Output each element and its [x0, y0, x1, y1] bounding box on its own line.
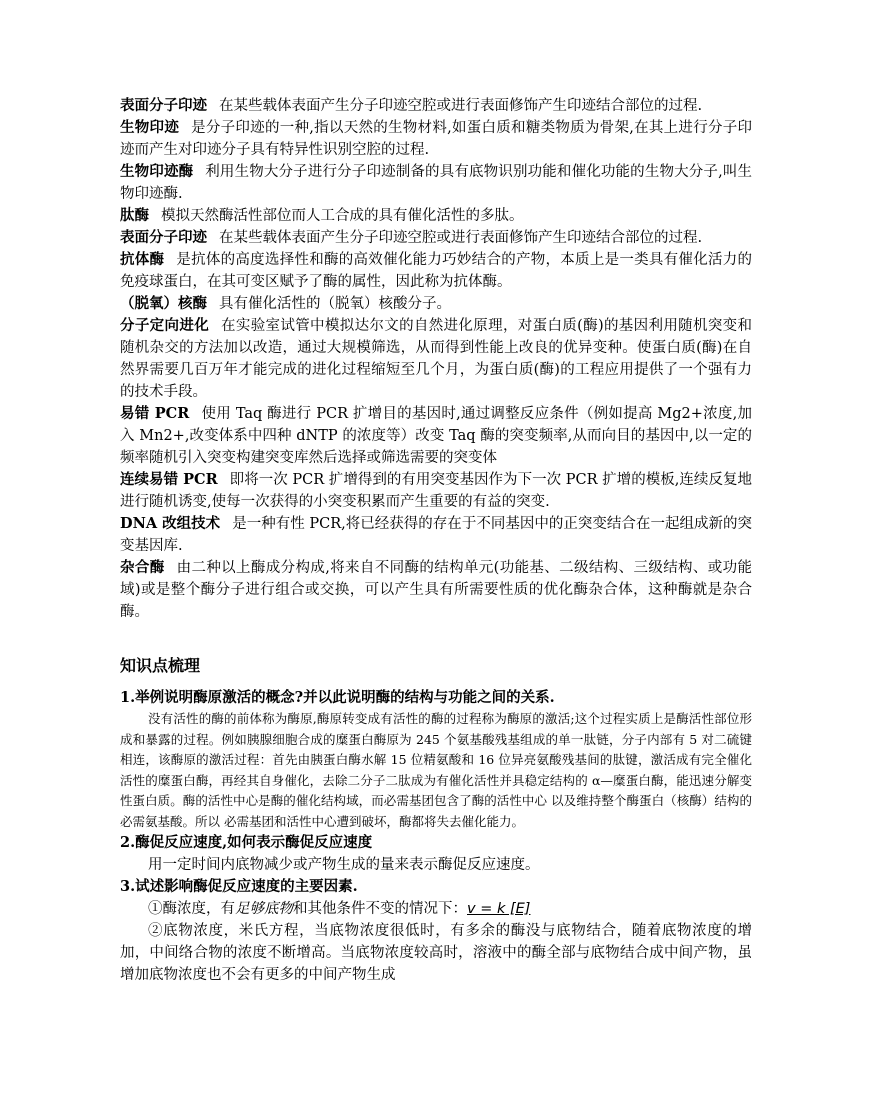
answer-emphasis: 足够底物 [235, 901, 293, 917]
definition-text: 在某些载体表面产生分子印迹空腔或进行表面修饰产生印迹结合部位的过程. [219, 98, 703, 114]
definition [120, 95, 752, 117]
question-answer: 用一定时间内底物减少或产物生成的量来表示酶促反应速度。 [148, 857, 540, 873]
definition-text: 在某些载体表面产生分子印迹空腔或进行表面修饰产生印迹结合部位的过程. [219, 230, 703, 246]
definition-term: （脱氧）核酶 [120, 295, 207, 312]
definition-term: 生物印迹酶 [120, 163, 194, 180]
answer-text: ①酶浓度，有 [148, 901, 235, 917]
question-title: 3.试述影响酶促反应速度的主要因素. [120, 878, 358, 895]
definition-term: 分子定向进化 [120, 317, 210, 334]
definition-text: 使用 Taq 酶进行 PCR 扩增目的基因时,通过调整反应条件（例如提高 Mg2+浓度,加入 Mn2+,改变体系中四种 dNTP 的浓度等）改变 Taq 酶的突变频率,从而向目的基因中,以一定的频率随机引入突变构建突变库然后选择或筛选需要的突变体 [120, 406, 752, 466]
section-title: 知识点梳理 [120, 656, 201, 675]
definition-text: 即将一次 PCR 扩增得到的有用突变基因作为下一次 PCR 扩增的模板,连续反复地进行随机诱变,使每一次获得的小突变积累而产生重要的有益的突变. [120, 472, 752, 510]
definition-term: 生物印迹 [120, 119, 180, 136]
definition [120, 513, 752, 557]
definition-text: 由二种以上酶成分构成,将来自不同酶的结构单元(功能基、二级结构、三级结构、或功能域)或是整个酶分子进行组合或交换，可以产生具有所需要性质的优化酶杂合体，这种酶就是杂合酶。 [120, 560, 753, 620]
definition-term: 抗体酶 [120, 251, 165, 268]
answer-text: 和其他条件不变的情况下： [293, 901, 467, 917]
definition-term: 表面分子印迹 [120, 97, 207, 114]
definition-text: 模拟天然酶活性部位而人工合成的具有催化活性的多肽。 [161, 208, 524, 224]
definitions-list [120, 95, 752, 623]
definition [120, 315, 752, 403]
definition-text: 是一种有性 PCR,将已经获得的存在于不同基因中的正突变结合在一起组成新的突变基因库. [120, 516, 752, 554]
definition-text: 在实验室试管中模拟达尔文的自然进化原理，对蛋白质(酶)的基因利用随机突变和随机杂交的方法加以改造，通过大规模筛选，从而得到性能上改良的优异变种。使蛋白质(酶)在自然界需要几百万年才能完成的进化过程缩短至几个月，为蛋白质(酶)的工程应用提供了一个强有力的技术手段。 [120, 318, 753, 400]
rate-formula: v = k [E] [467, 901, 531, 917]
definition [120, 403, 752, 469]
question-answer: 没有活性的酶的前体称为酶原,酶原转变成有活性的酶的过程称为酶原的激活;这个过程实质上是酶活性部位形成和暴露的过程。例如胰腺细胞合成的糜蛋白酶原为 245 个氨基酸残基组成的单一肽链，分子内部有 5 对二硫键相连，该酶原的激活过程：首先由胰蛋白酶水解 15 位精氨酸和 16 位异亮氨酸残基间的肽键，激活成有完全催化活性的糜蛋白酶，再经其自身催化，去除二分子二肽成为有催化活性并具稳定结构的 α—糜蛋白酶，能迅速分解变性蛋白质。酶的活性中心是酶的催化结构域，而必需基团包含了酶的活性中心 以及维持整个酶蛋白（核酶）结构的必需氨基酸。所以 必需基团和活性中心遭到破坏，酶都将失去催化能力。 [120, 711, 752, 829]
definition [120, 161, 752, 205]
definition [120, 249, 752, 293]
document-page [120, 95, 752, 986]
definition-text: 利用生物大分子进行分子印迹制备的具有底物识别功能和催化功能的生物大分子,叫生物印迹酶. [120, 164, 753, 202]
definition-term: 易错 PCR [120, 405, 190, 422]
definition-term: 肽酶 [120, 207, 149, 224]
definition [120, 293, 752, 315]
definition-text: 是分子印迹的一种,指以天然的生物材料,如蛋白质和糖类物质为骨架,在其上进行分子印迹而产生对印迹分子具有特异性识别空腔的过程. [120, 120, 753, 158]
definition [120, 117, 752, 161]
definition-text: 是抗体的高度选择性和酶的高效催化能力巧妙结合的产物，本质上是一类具有催化活力的免疫球蛋白，在其可变区赋予了酶的属性，因此称为抗体酶。 [120, 252, 753, 290]
question-answer: ②底物浓度，米氏方程，当底物浓度很低时，有多余的酶没与底物结合，随着底物浓度的增加，中间络合物的浓度不断增高。当底物浓度较高时，溶液中的酶全部与底物结合成中间产物，虽增加底物浓度也不会有更多的中间产物生成 [120, 923, 752, 983]
definition [120, 205, 752, 227]
definition [120, 469, 752, 513]
definition-text: 具有催化活性的（脱氧）核酸分子。 [219, 296, 451, 312]
question-title: 1.举例说明酶原激活的概念?并以此说明酶的结构与功能之间的关系. [120, 689, 555, 706]
definition [120, 227, 752, 249]
definition-term: 表面分子印迹 [120, 229, 207, 246]
definition-term: 连续易错 PCR [120, 471, 218, 488]
definition [120, 557, 752, 623]
question-answer [120, 898, 752, 920]
definition-term: DNA 改组技术 [120, 515, 221, 532]
definition-term: 杂合酶 [120, 559, 165, 576]
question-title: 2.酶促反应速度,如何表示酶促反应速度 [120, 834, 373, 851]
